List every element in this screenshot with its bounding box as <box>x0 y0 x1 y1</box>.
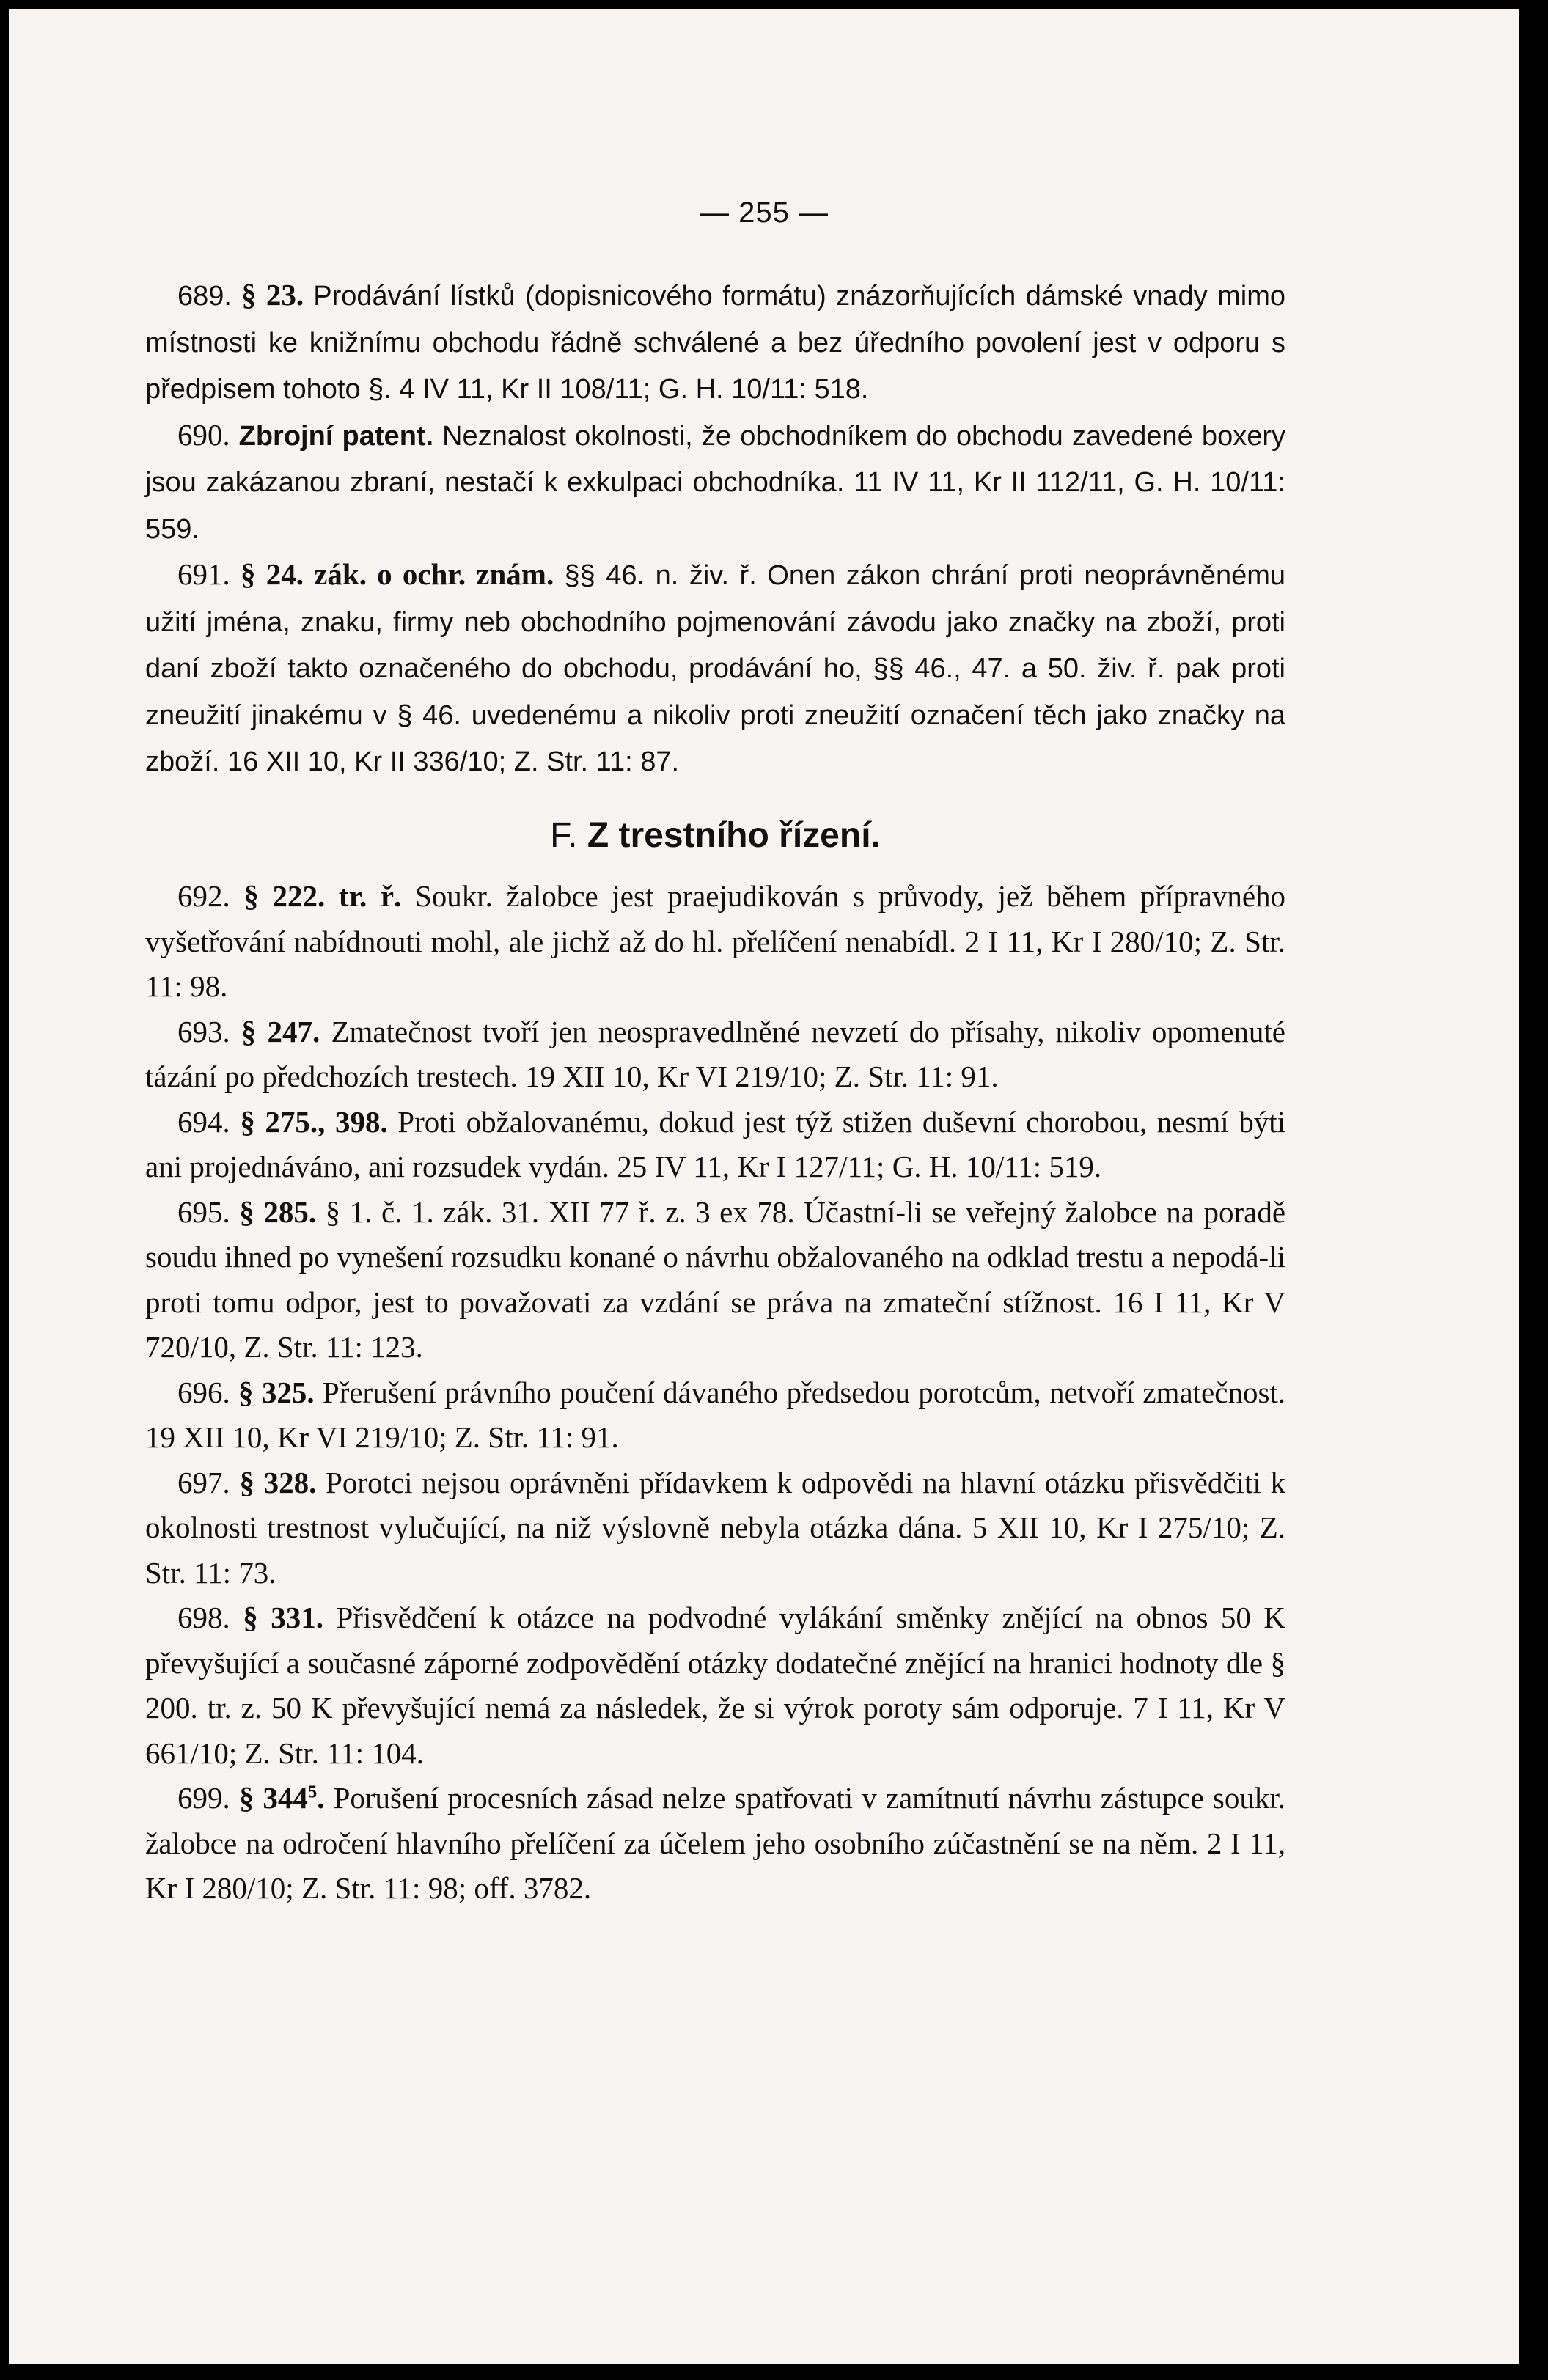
entry-691 <box>145 552 1285 785</box>
entry-text: § 1. č. 1. zák. 31. XII 77 ř. z. 3 ex 78. Účastní-li se veřejný žalobce na poradě soudu ihned po vynešení rozsudku konané o návrhu obžalovaného na odklad trestu a nepodá-li proti tomu odpor, jest to považovati za vzdání se práva na zmateční stížnost. 16 I 11, Kr V 720/10, Z. Str. 11: 123. <box>145 1194 1286 1364</box>
entry-693 <box>145 1010 1285 1100</box>
page-sheet <box>9 9 1519 2364</box>
entry-text: Zmatečnost tvoří jen neospravedlněné nevzetí do přísahy, nikoliv opomenuté tázání po předchozích trestech. 19 XII 10, Kr VI 219/10; Z. Str. 11: 91. <box>145 1014 1285 1093</box>
entry-reference-superscript: 5 <box>307 1782 318 1802</box>
entry-number: 694. <box>177 1104 230 1139</box>
entry-number: 690. <box>177 417 230 452</box>
entry-695 <box>145 1190 1285 1370</box>
page-number: — 255 — <box>700 197 829 229</box>
section-title: Z trestního řízení. <box>587 815 881 855</box>
entry-reference: Zbrojní patent. <box>238 420 434 452</box>
entry-text: §§ 46. n. živ. ř. Onen zákon chrání proti neoprávněnému užití jména, znaku, firmy neb obchodního pojmenování závodu jako značky na zboží, proti daní zboží takto označeného do obchodu, prodávání ho, §§ 46., 47. a 50. živ. ř. pak proti zneužití jinakému v § 46. uvedenému a nikoliv proti zneužití označení těch jako značky na zboží. 16 XII 10, Kr II 336/10; Z. Str. 11: 87. <box>145 560 1285 777</box>
entry-text: Přerušení právního poučení dávaného předsedou porotcům, netvoří zmatečnost. 19 XII 10, Kr VI 219/10; Z. Str. 11: 91. <box>145 1375 1286 1454</box>
entry-689 <box>145 273 1285 413</box>
entry-number: 689. <box>177 281 232 312</box>
entry-692 <box>145 874 1285 1010</box>
entry-reference: § 24. zák. o ochr. znám. <box>240 557 554 591</box>
entry-699 <box>145 1776 1285 1911</box>
entry-reference: § 275., 398. <box>240 1104 388 1139</box>
entry-696 <box>145 1370 1285 1461</box>
entry-reference: § $344^5$. <box>238 1781 325 1815</box>
entry-reference: § 325. <box>238 1375 315 1409</box>
entry-text: Soukr. žalobce jest praejudikován s průvody, jež během přípravného vyšetřování nabídnouti mohl, ale jichž až do hl. přelíčení nenabídl. 2 I 11, Kr I 280/10; Z. Str. 11: 98. <box>145 879 1286 1003</box>
entry-697 <box>145 1461 1285 1596</box>
entry-text: Prodávání lístků (dopisnicového formátu) znázorňujících dámské vnady mimo místnosti ke knižnímu obchodu řádně schválené a bez úředního povolení jest v odporu s předpisem tohoto §. 4 IV 11, Kr II 108/11; G. H. 10/11: 518. <box>145 281 1286 405</box>
entry-text: Přisvědčení k otázce na podvodné vylákání směnky znějící na obnos 50 K převyšující a současné záporné zodpovědění otázky dodatečné znějící na hranici hodnoty dle § 200. tr. z. 50 K převyšující nemá za následek, že si výrok poroty sám odporuje. 7 I 11, Kr V 661/10; Z. Str. 11: 104. <box>145 1601 1286 1770</box>
entry-reference: § 285. <box>239 1194 317 1229</box>
entry-number: 695. <box>177 1194 230 1229</box>
entry-number: 692. <box>177 879 230 913</box>
entry-reference: § 23. <box>241 278 304 312</box>
entry-text: Neznalost okolnosti, že obchodníkem do obchodu zavedené boxery jsou zakázanou zbraní, nestačí k exkulpaci obchodníka. 11 IV 11, Kr II 112/11, G. H. 10/11: 559. <box>145 420 1285 545</box>
entry-text: Porušení procesních zásad nelze spatřovati v zamítnutí návrhu zástupce soukr. žalobce na odročení hlavního přelíčení za účelem jeho osobního zúčastnění se na něm. 2 I 11, Kr I 280/10; Z. Str. 11: 98; off. 3782. <box>145 1781 1286 1905</box>
entry-698 <box>145 1595 1285 1776</box>
entry-text: Porotci nejsou oprávněni přídavkem k odpovědi na hlavní otázku přisvědčiti k okolnosti trestnost vylučující, na niž výslovně nebyla otázka dána. 5 XII 10, Kr I 275/10; Z. Str. 11: 73. <box>145 1465 1286 1590</box>
section-letter: F. <box>550 815 578 855</box>
entry-number: 696. <box>177 1375 230 1409</box>
entry-reference: § 331. <box>243 1601 323 1634</box>
section-heading <box>145 813 1285 859</box>
entry-number: 691. <box>177 557 230 591</box>
entry-number: 693. <box>177 1014 230 1048</box>
entry-reference: § 328. <box>239 1465 317 1499</box>
entry-number: 699. <box>177 1781 230 1815</box>
entry-690 <box>145 413 1285 553</box>
entry-reference: § 222. tr. ř. <box>243 879 402 913</box>
entry-number: 698. <box>177 1601 230 1634</box>
entry-text: Proti obžalovanému, dokud jest týž stižen duševní chorobou, nesmí býti ani projednáváno, ani rozsudek vydán. 25 IV 11, Kr I 127/11; G. H. 10/11: 519. <box>145 1104 1286 1183</box>
page-body <box>145 273 1285 1911</box>
entry-number: 697. <box>177 1465 230 1499</box>
entry-reference: § 247. <box>241 1014 320 1048</box>
entry-694 <box>145 1100 1285 1190</box>
